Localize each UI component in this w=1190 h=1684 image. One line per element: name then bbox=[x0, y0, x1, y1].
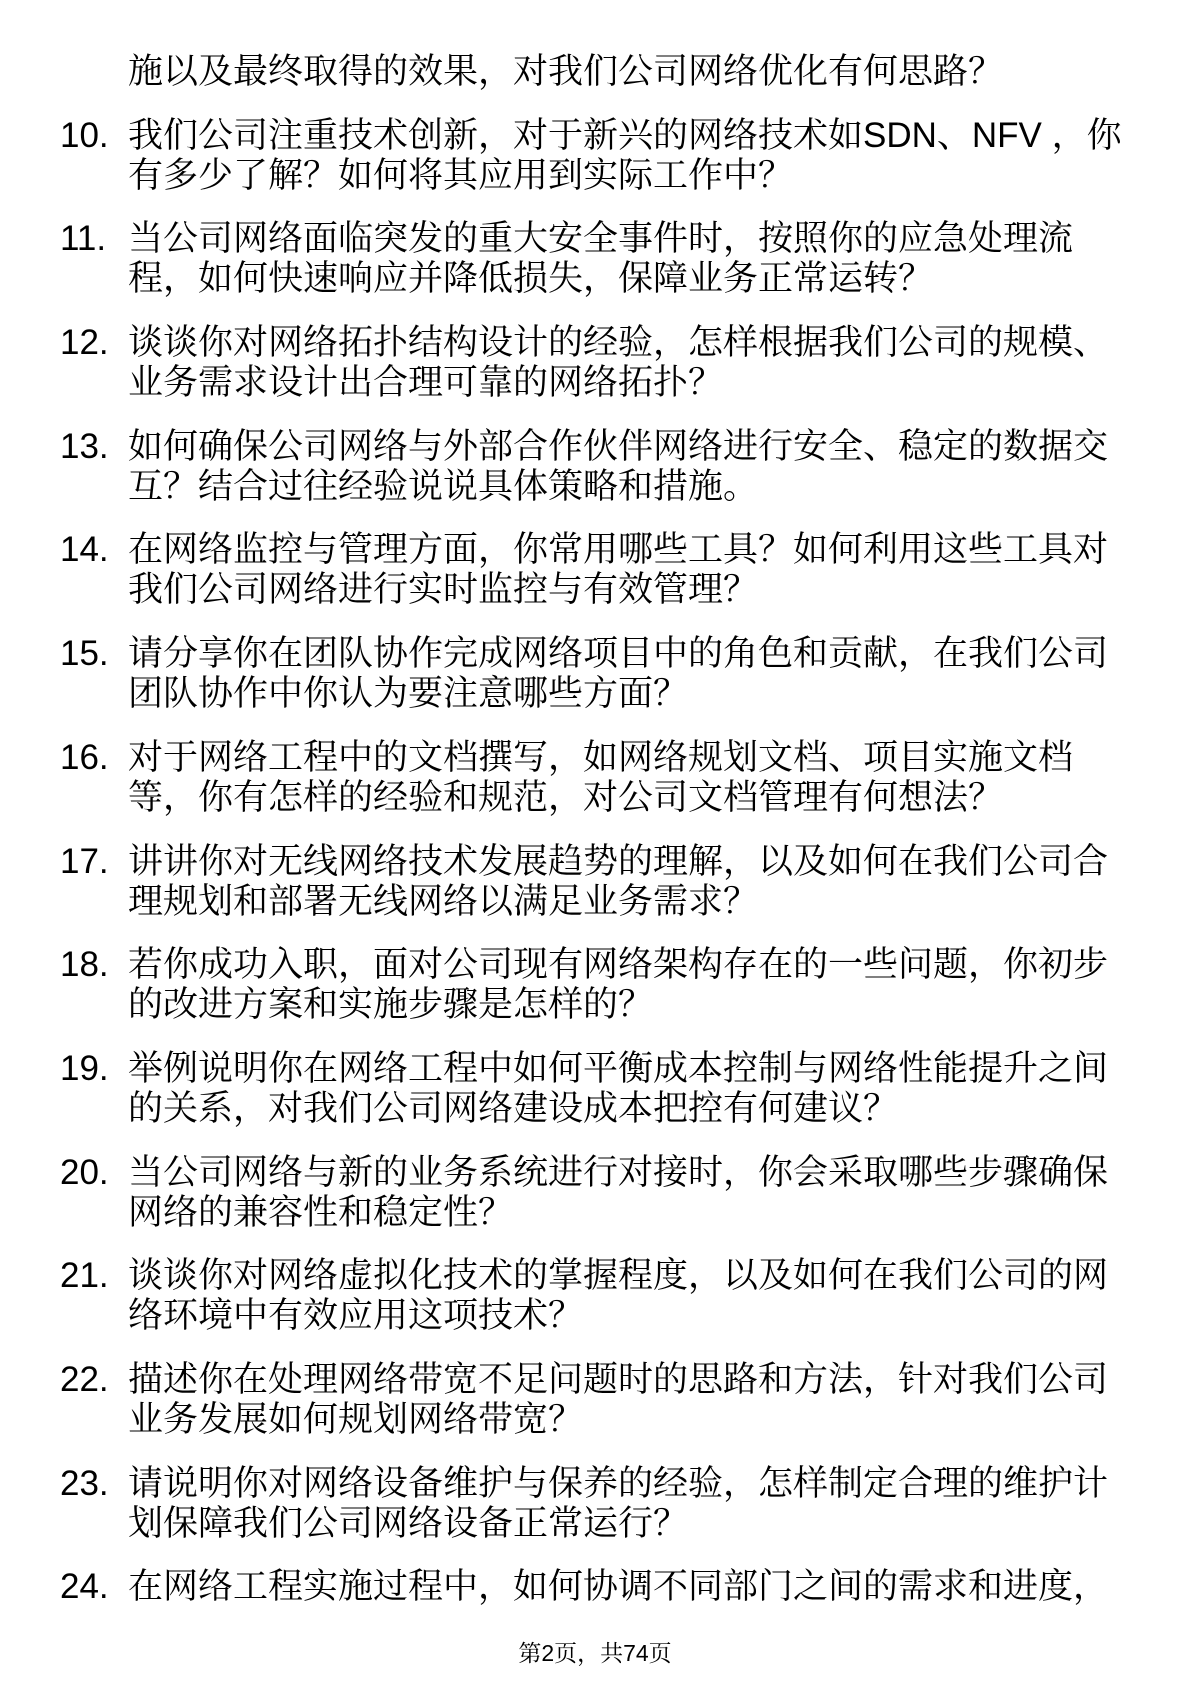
question-text bbox=[128, 1256, 1108, 1336]
question-text-line: 理规划和部署无线网络以满足业务需求？ bbox=[128, 881, 759, 921]
question-text bbox=[128, 1153, 1108, 1233]
question-item bbox=[60, 1360, 1140, 1440]
question-text bbox=[128, 427, 1108, 507]
question-text-line: 团队协作中你认为要注意哪些方面？ bbox=[128, 674, 689, 714]
question-text bbox=[128, 945, 1108, 1025]
question-text-line: 程，如何快速响应并降低损失，保障业务正常运转？ bbox=[128, 259, 934, 299]
question-text bbox=[128, 1464, 1108, 1544]
question-text bbox=[128, 842, 1108, 922]
question-item bbox=[60, 945, 1140, 1025]
question-number: 20. bbox=[60, 1152, 109, 1192]
question-text bbox=[128, 1567, 1108, 1607]
question-text-line: 讲讲你对无线网络技术发展趋势的理解，以及如何在我们公司合 bbox=[128, 841, 1109, 881]
question-text bbox=[128, 634, 1108, 714]
question-text-line: 络环境中有效应用这项技术？ bbox=[128, 1296, 584, 1336]
question-text-line: 在网络监控与管理方面，你常用哪些工具？如何利用这些工具对 bbox=[128, 530, 1109, 570]
question-item bbox=[60, 1567, 1140, 1607]
question-item bbox=[60, 427, 1140, 507]
question-text-line: 等，你有怎样的经验和规范，对公司文档管理有何想法？ bbox=[128, 777, 1004, 817]
question-text bbox=[128, 738, 1073, 818]
question-text-line: 请分享你在团队协作完成网络项目中的角色和贡献，在我们公司 bbox=[128, 634, 1109, 674]
question-text bbox=[128, 1360, 1108, 1440]
question-text bbox=[128, 1049, 1108, 1129]
question-text-line: 当公司网络面临突发的重大安全事件时，按照你的应急处理流 bbox=[128, 219, 1074, 259]
question-text bbox=[128, 530, 1108, 610]
question-text bbox=[128, 219, 1073, 299]
question-item bbox=[60, 1153, 1140, 1233]
question-text-line: 有多少了解？如何将其应用到实际工作中？ bbox=[128, 155, 794, 195]
question-item bbox=[60, 219, 1140, 299]
question-text-line: 我们公司注重技术创新，对于新兴的网络技术如SDN、NFV ，你 bbox=[128, 115, 1122, 155]
question-number: 23. bbox=[60, 1463, 109, 1503]
question-item bbox=[60, 116, 1140, 196]
question-item bbox=[60, 1464, 1140, 1544]
question-text-line: 对于网络工程中的文档撰写，如网络规划文档、项目实施文档 bbox=[128, 737, 1074, 777]
question-text-line: 的改进方案和实施步骤是怎样的？ bbox=[128, 985, 654, 1025]
question-text bbox=[128, 323, 1108, 403]
question-number: 16. bbox=[60, 737, 109, 777]
question-text-line: 我们公司网络进行实时监控与有效管理？ bbox=[128, 570, 759, 610]
question-number: 10. bbox=[60, 115, 109, 155]
question-list bbox=[60, 52, 1140, 1631]
continuation-text: 施以及最终取得的效果，对我们公司网络优化有何思路？ bbox=[128, 52, 1004, 91]
question-text bbox=[128, 116, 1122, 196]
question-number: 19. bbox=[60, 1048, 109, 1088]
question-number: 18. bbox=[60, 945, 109, 985]
question-text-line: 请说明你对网络设备维护与保养的经验，怎样制定合理的维护计 bbox=[128, 1463, 1109, 1503]
question-number: 13. bbox=[60, 426, 109, 466]
question-text-line: 互？结合过往经验说说具体策略和措施。 bbox=[128, 466, 759, 506]
question-text-line: 如何确保公司网络与外部合作伙伴网络进行安全、稳定的数据交 bbox=[128, 426, 1109, 466]
question-item bbox=[60, 1256, 1140, 1336]
question-text-line: 举例说明你在网络工程中如何平衡成本控制与网络性能提升之间 bbox=[128, 1048, 1109, 1088]
question-item bbox=[60, 634, 1140, 714]
question-text-line: 在网络工程实施过程中，如何协调不同部门之间的需求和进度， bbox=[128, 1567, 1109, 1607]
question-item bbox=[60, 323, 1140, 403]
question-number: 12. bbox=[60, 323, 109, 363]
question-item bbox=[60, 738, 1140, 818]
question-number: 22. bbox=[60, 1359, 109, 1399]
question-text-line: 当公司网络与新的业务系统进行对接时，你会采取哪些步骤确保 bbox=[128, 1152, 1109, 1192]
question-item bbox=[60, 842, 1140, 922]
question-number: 11. bbox=[60, 219, 107, 259]
question-text-line: 谈谈你对网络虚拟化技术的掌握程度，以及如何在我们公司的网 bbox=[128, 1256, 1109, 1296]
question-number: 17. bbox=[60, 841, 109, 881]
question-text-line: 的关系，对我们公司网络建设成本把控有何建议？ bbox=[128, 1088, 899, 1128]
page-footer: 第2页，共74页 bbox=[518, 1640, 672, 1666]
question-number: 24. bbox=[60, 1567, 109, 1607]
question-text-line: 谈谈你对网络拓扑结构设计的经验，怎样根据我们公司的规模、 bbox=[128, 323, 1109, 363]
question-number: 14. bbox=[60, 530, 109, 570]
question-item bbox=[60, 530, 1140, 610]
question-text-line: 网络的兼容性和稳定性？ bbox=[128, 1192, 514, 1232]
question-item bbox=[60, 1049, 1140, 1129]
question-text-line: 划保障我们公司网络设备正常运行？ bbox=[128, 1503, 689, 1543]
question-text-line: 描述你在处理网络带宽不足问题时的思路和方法，针对我们公司 bbox=[128, 1359, 1109, 1399]
question-text-line: 业务发展如何规划网络带宽？ bbox=[128, 1399, 584, 1439]
question-text-line: 若你成功入职，面对公司现有网络架构存在的一些问题，你初步 bbox=[128, 945, 1109, 985]
question-text-line: 业务需求设计出合理可靠的网络拓扑？ bbox=[128, 363, 724, 403]
question-number: 15. bbox=[60, 634, 109, 674]
question-number: 21. bbox=[60, 1256, 109, 1296]
